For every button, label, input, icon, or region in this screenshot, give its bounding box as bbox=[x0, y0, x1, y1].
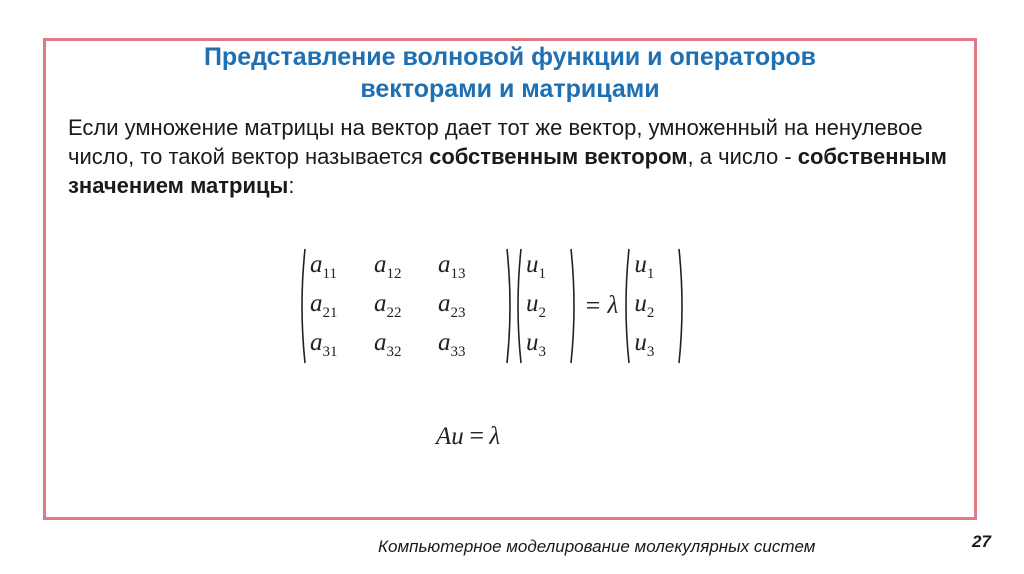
matrix-element-31: $a_{31}$ bbox=[310, 329, 338, 360]
matrix-element-12: $a_{12}$ bbox=[374, 251, 402, 282]
title-line-1: Представление волновой функции и операторов bbox=[203, 43, 817, 71]
short-eq-equals: = bbox=[467, 421, 486, 450]
slide-title bbox=[46, 41, 974, 105]
vector-element-2: $u_2$ bbox=[526, 290, 546, 321]
matrix-element-33: $a_{33}$ bbox=[438, 329, 466, 360]
page-number: 27 bbox=[972, 532, 991, 551]
title-line-2: векторами и матрицами bbox=[360, 75, 660, 103]
body-text-1: Если умножение матрицы на вектор дает тот же вектор, умноженный на ненулевое число, то такой вектор называется bbox=[68, 115, 923, 169]
rhs-vector-element-1: $u_1$ bbox=[634, 251, 655, 282]
vector-u-rhs bbox=[630, 248, 678, 365]
coefficient-matrix bbox=[306, 248, 506, 365]
right-paren-matrix bbox=[506, 247, 514, 365]
right-paren-vector bbox=[570, 247, 578, 365]
rhs-vector-element-2: $u_2$ bbox=[634, 290, 655, 321]
short-eq-lhs: Au bbox=[436, 423, 464, 450]
left-paren-rhs bbox=[622, 247, 630, 365]
term-eigenvector: собственным вектором bbox=[429, 144, 688, 169]
equals-sign: = bbox=[584, 291, 602, 320]
left-paren-vector bbox=[514, 247, 522, 365]
slide-frame bbox=[43, 38, 977, 520]
lambda-symbol: λ bbox=[607, 292, 619, 319]
body-text-2: , а число - bbox=[687, 144, 798, 169]
term-eigenvalue: собственным значением матрицы bbox=[68, 144, 947, 198]
rhs-vector-element-3: $u_3$ bbox=[634, 329, 655, 360]
matrix-element-11: $a_{11}$ bbox=[310, 251, 337, 282]
footer-caption: Компьютерное моделирование молекулярных систем bbox=[378, 537, 816, 556]
left-paren-matrix bbox=[298, 247, 306, 365]
eigen-equation bbox=[298, 244, 686, 368]
vector-u bbox=[522, 248, 570, 365]
matrix-element-13: $a_{13}$ bbox=[438, 251, 466, 282]
matrix-element-21: $a_{21}$ bbox=[310, 290, 338, 321]
matrix-element-32: $a_{32}$ bbox=[374, 329, 402, 360]
short-equation bbox=[436, 421, 500, 451]
right-paren-rhs bbox=[678, 247, 686, 365]
matrix-element-22: $a_{22}$ bbox=[374, 290, 402, 321]
body-text-3: : bbox=[288, 173, 295, 198]
short-eq-rhs: λ bbox=[489, 423, 501, 450]
body-paragraph bbox=[68, 113, 968, 200]
vector-element-3: $u_3$ bbox=[526, 329, 546, 360]
vector-element-1: $u_1$ bbox=[526, 251, 546, 282]
matrix-element-23: $a_{23}$ bbox=[438, 290, 466, 321]
